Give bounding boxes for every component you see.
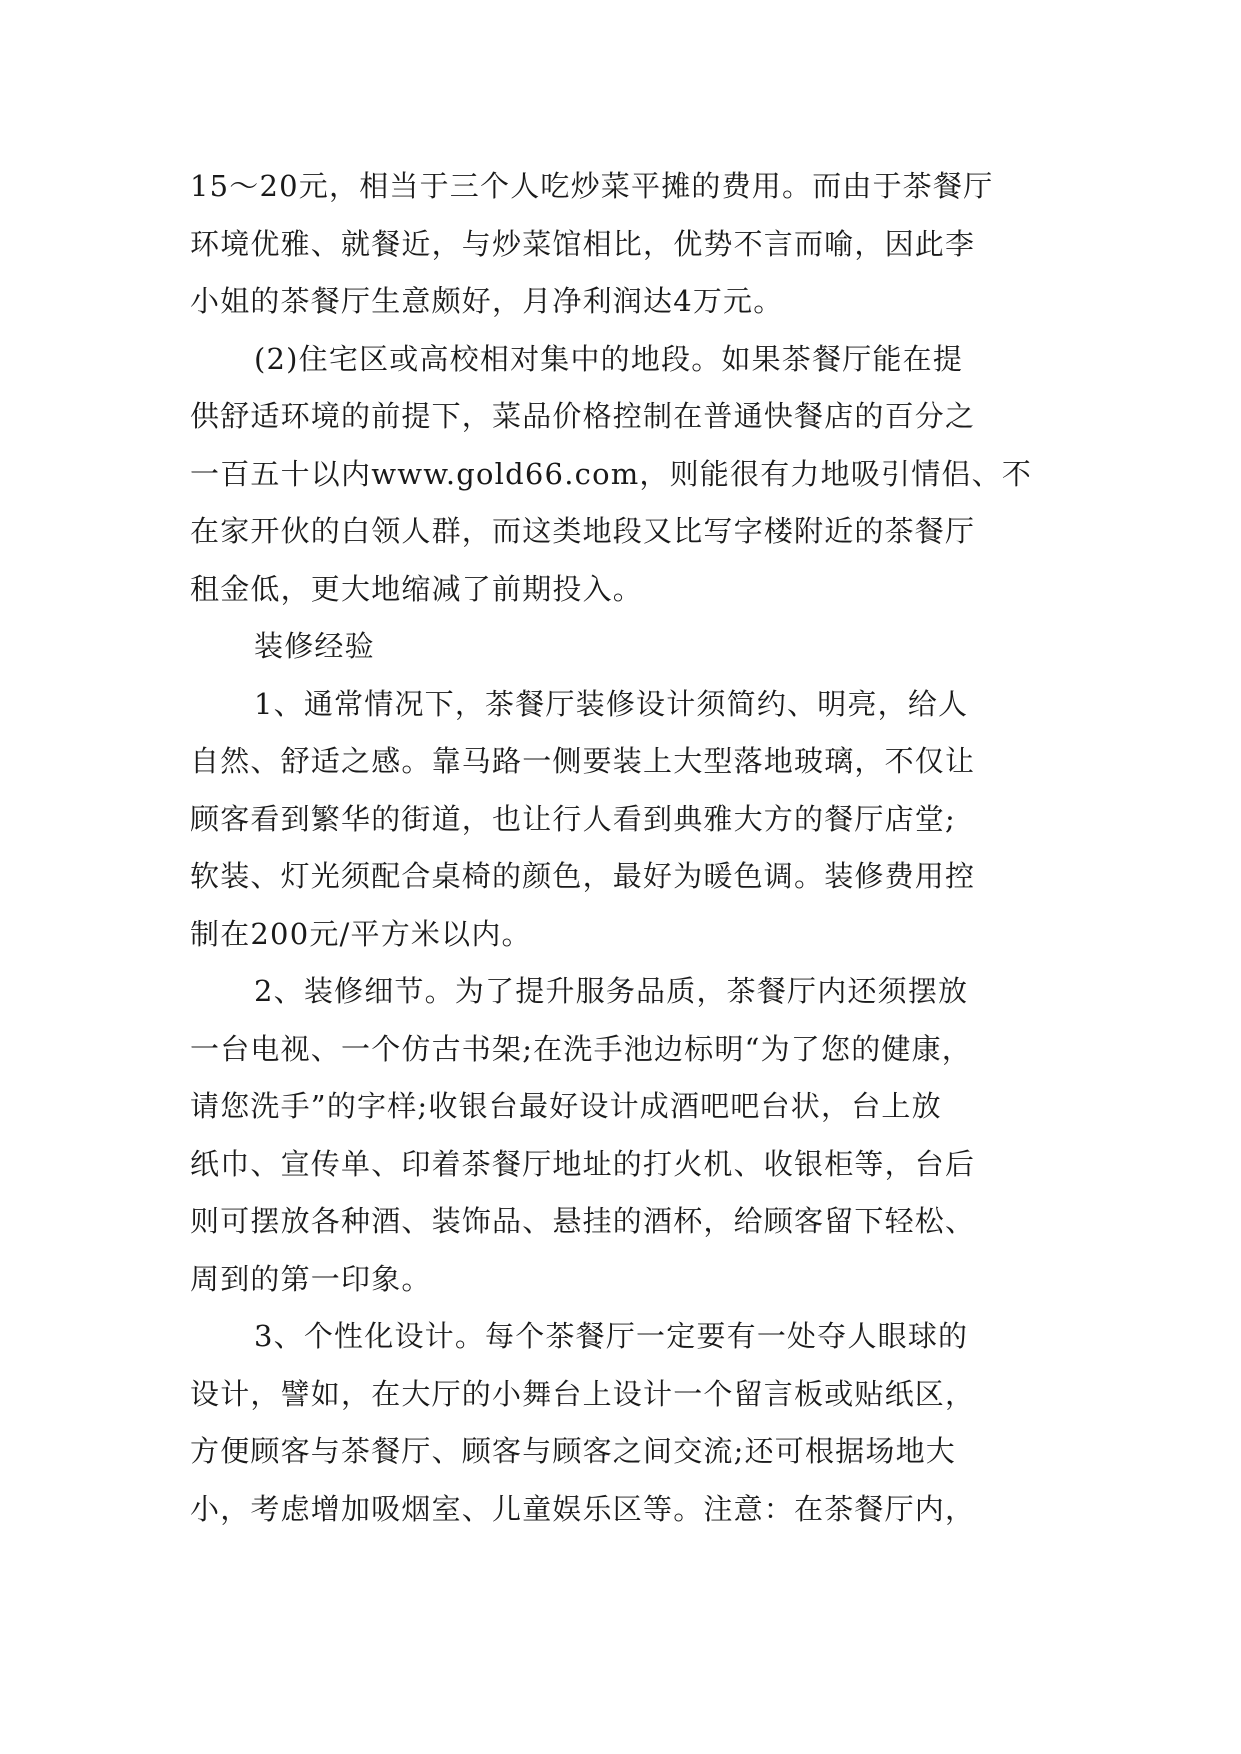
text-line: 供舒适环境的前提下，菜品价格控制在普通快餐店的百分之 xyxy=(190,399,976,433)
paragraph xyxy=(190,618,1060,676)
text-line: (2)住宅区或高校相对集中的地段。如果茶餐厅能在提 xyxy=(254,341,964,376)
text-line: 自然、舒适之感。靠马路一侧要装上大型落地玻璃，不仅让 xyxy=(190,744,976,778)
text-line: 则可摆放各种酒、装饰品、悬挂的酒杯，给顾客留下轻松、 xyxy=(190,1204,976,1238)
text-line: 软装、灯光须配合桌椅的颜色，最好为暖色调。装修费用控 xyxy=(190,859,976,893)
text-line: 租金低，更大地缩减了前期投入。 xyxy=(190,571,644,606)
paragraph xyxy=(190,331,1060,619)
text-line: 设计，譬如，在大厅的小舞台上设计一个留言板或贴纸区， xyxy=(190,1376,976,1411)
paragraph xyxy=(190,1308,1060,1538)
text-line: 方便顾客与茶餐厅、顾客与顾客之间交流;还可根据场地大 xyxy=(190,1434,956,1468)
text-line: 在家开伙的白领人群，而这类地段又比写字楼附近的茶餐厅 xyxy=(190,514,976,548)
text-line: 15～20元，相当于三个人吃炒菜平摊的费用。而由于茶餐厅 xyxy=(190,169,994,203)
text-line: 请您洗手”的字样;收银台最好设计成酒吧吧台状，台上放 xyxy=(190,1089,942,1123)
text-line: 制在200元/平方米以内。 xyxy=(190,916,532,951)
paragraph xyxy=(190,158,1060,331)
text-line: 装修经验 xyxy=(254,629,375,663)
text-line: 纸巾、宣传单、印着茶餐厅地址的打火机、收银柜等，台后 xyxy=(190,1146,976,1181)
document-page xyxy=(190,158,1060,1538)
text-line: 3、个性化设计。每个茶餐厅一定要有一处夺人眼球的 xyxy=(254,1319,969,1353)
text-line: 2、装修细节。为了提升服务品质，茶餐厅内还须摆放 xyxy=(254,974,969,1008)
paragraph xyxy=(190,676,1060,964)
text-line: 环境优雅、就餐近，与炒菜馆相比，优势不言而喻，因此李 xyxy=(190,226,976,261)
text-line: 1、通常情况下，茶餐厅装修设计须简约、明亮，给人 xyxy=(254,686,969,721)
text-line: 一台电视、一个仿古书架;在洗手池边标明“为了您的健康， xyxy=(190,1031,972,1066)
text-line: 小，考虑增加吸烟室、儿童娱乐区等。注意：在茶餐厅内， xyxy=(190,1491,976,1526)
text-line: 一百五十以内www.gold66.com，则能很有力地吸引情侣、不 xyxy=(190,456,1033,491)
text-line: 顾客看到繁华的街道，也让行人看到典雅大方的餐厅店堂; xyxy=(190,801,956,836)
text-line: 周到的第一印象。 xyxy=(190,1261,432,1296)
paragraph xyxy=(190,963,1060,1308)
text-line: 小姐的茶餐厅生意颇好，月净利润达4万元。 xyxy=(190,284,784,318)
